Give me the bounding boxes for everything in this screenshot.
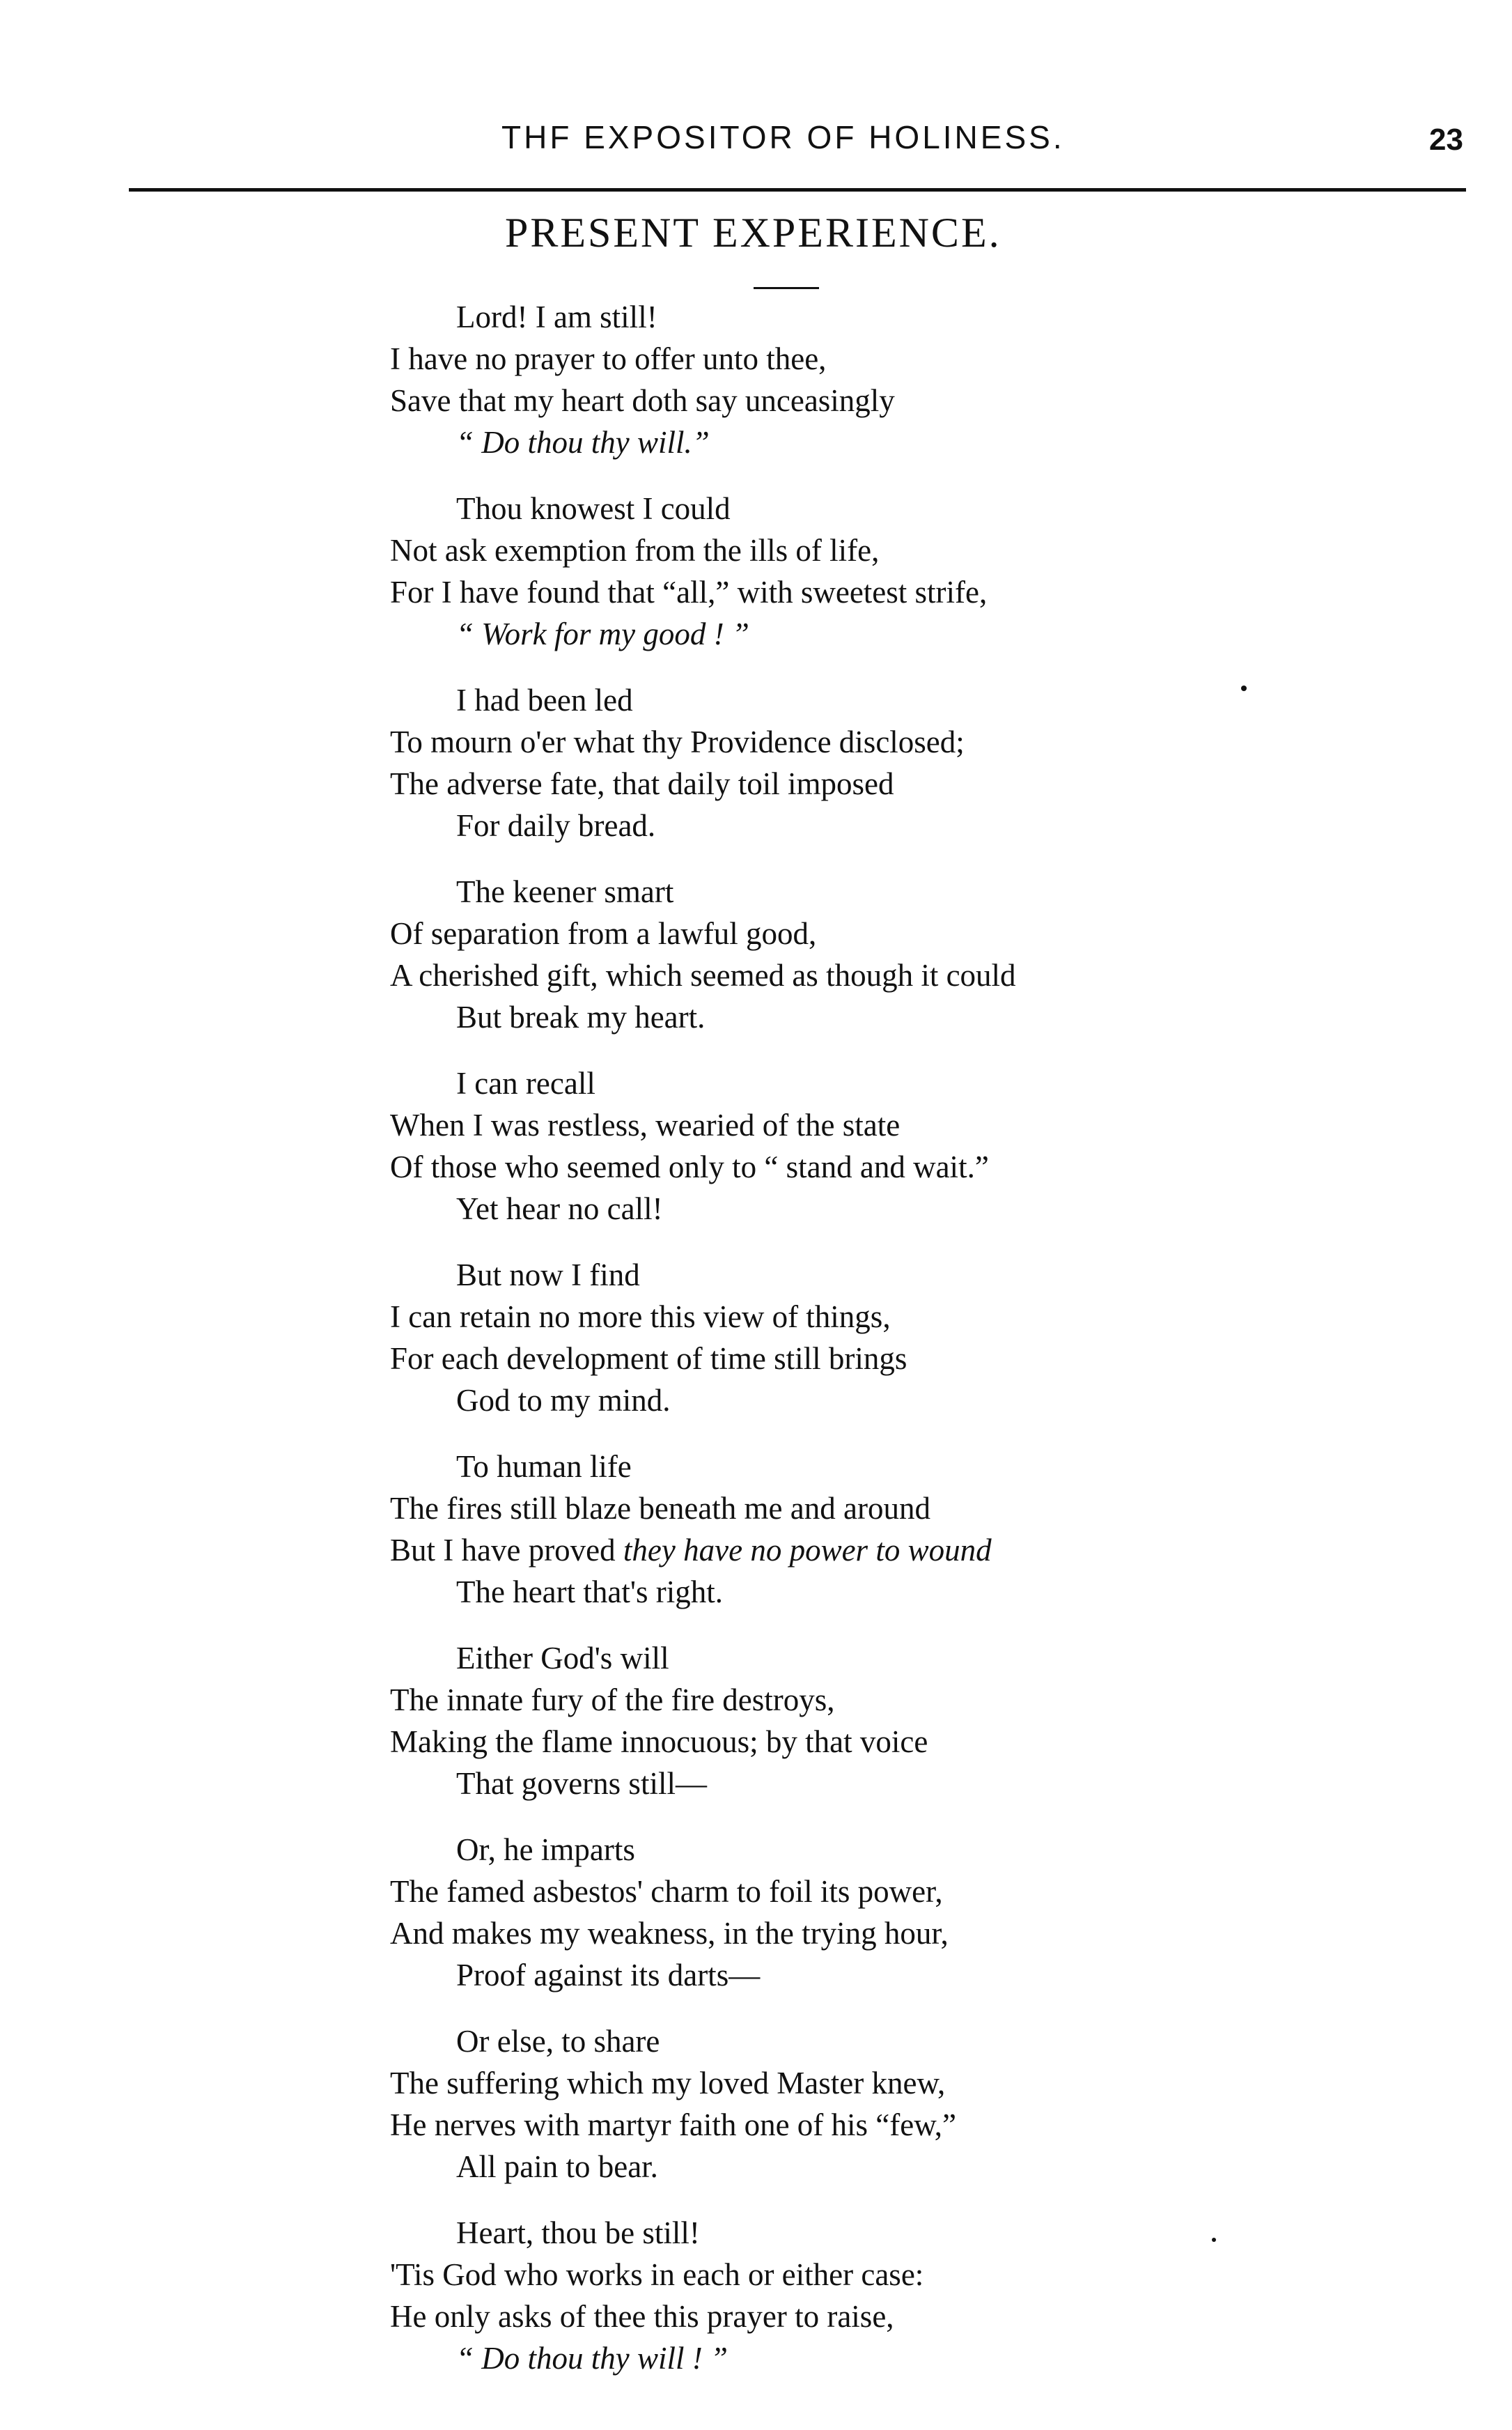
stanza-7 bbox=[0, 1446, 1512, 1613]
poem-line: He only asks of thee this prayer to raise, bbox=[390, 2299, 894, 2334]
poem-line: “ Work for my good ! ” bbox=[456, 617, 749, 651]
poem-line: 'Tis God who works in each or either case: bbox=[390, 2257, 924, 2292]
poem-title: PRESENT EXPERIENCE. bbox=[505, 210, 1001, 256]
poem-line: Lord! I am still! bbox=[456, 300, 657, 334]
stanza-4 bbox=[0, 871, 1512, 1038]
poem-line: Or, he imparts bbox=[456, 1832, 635, 1867]
title-rule bbox=[754, 287, 819, 289]
poem-line: Of those who seemed only to “ stand and wait.” bbox=[390, 1150, 989, 1184]
poem-line: Proof against its darts— bbox=[456, 1958, 761, 1992]
poem-line: The innate fury of the fire destroys, bbox=[390, 1682, 835, 1717]
poem-line: I have no prayer to offer unto thee, bbox=[390, 341, 827, 376]
poem-line: I can recall bbox=[456, 1066, 595, 1101]
poem-line: Save that my heart doth say unceasingly bbox=[390, 383, 895, 418]
stanza-2 bbox=[0, 488, 1512, 655]
poem-line: Not ask exemption from the ills of life, bbox=[390, 533, 880, 568]
poem-line: Or else, to share bbox=[456, 2024, 660, 2059]
poem-line: I can retain no more this view of things, bbox=[390, 1299, 891, 1334]
poem-line bbox=[390, 1529, 1512, 1571]
poem-line: The adverse fate, that daily toil imposed bbox=[390, 766, 894, 801]
poem-line: “ Do thou thy will ! ” bbox=[456, 2341, 728, 2376]
poem-line: All pain to bear. bbox=[456, 2149, 658, 2184]
poem-line: God to my mind. bbox=[456, 1383, 671, 1418]
poem-line: That governs still— bbox=[456, 1766, 707, 1801]
poem-line: The suffering which my loved Master knew, bbox=[390, 2066, 946, 2100]
poem-line: Of separation from a lawful good, bbox=[390, 916, 817, 951]
poem-line: He nerves with martyr faith one of his “few,” bbox=[390, 2107, 957, 2142]
poem-line: Heart, thou be still! bbox=[456, 2215, 700, 2250]
poem-line: A cherished gift, which seemed as though it could bbox=[390, 958, 1016, 993]
poem-line: For each development of time still brings bbox=[390, 1341, 907, 1376]
running-title: THF EXPOSITOR OF HOLINESS. bbox=[501, 119, 1065, 155]
poem-line: But break my heart. bbox=[456, 1000, 706, 1035]
stanza-10 bbox=[0, 2020, 1512, 2188]
poem-line: The fires still blaze beneath me and around bbox=[390, 1491, 930, 1526]
poem-line: “ Do thou thy will.” bbox=[456, 425, 710, 460]
poem-line: Either God's will bbox=[456, 1641, 669, 1676]
poem-line: The heart that's right. bbox=[456, 1574, 723, 1609]
poem-line: For daily bread. bbox=[456, 808, 656, 843]
poem-line: Thou knowest I could bbox=[456, 491, 731, 526]
running-head bbox=[0, 118, 1512, 167]
stanza-8 bbox=[0, 1637, 1512, 1804]
poem-line: Yet hear no call! bbox=[456, 1191, 663, 1226]
poem-line-text: But I have proved bbox=[390, 1533, 623, 1568]
stanza-1 bbox=[0, 296, 1512, 463]
poem-line: I had been led bbox=[456, 683, 633, 718]
stanza-11 bbox=[0, 2212, 1512, 2379]
poem-line: The keener smart bbox=[456, 874, 674, 909]
poem-line: And makes my weakness, in the trying hour, bbox=[390, 1916, 949, 1951]
poem-line-emphasis: they have no power to wound bbox=[623, 1533, 992, 1568]
print-speck bbox=[1212, 2238, 1216, 2242]
poem-line: When I was restless, wearied of the state bbox=[390, 1108, 901, 1143]
header-rule bbox=[129, 188, 1466, 192]
poem-line: Making the flame innocuous; by that voice bbox=[390, 1724, 928, 1759]
poem-body bbox=[0, 296, 1512, 2404]
poem-line: To human life bbox=[456, 1449, 632, 1484]
poem-line: The famed asbestos' charm to foil its power, bbox=[390, 1874, 943, 1909]
poem-line: But now I find bbox=[456, 1257, 640, 1292]
stanza-5 bbox=[0, 1062, 1512, 1230]
page-number: 23 bbox=[1429, 123, 1463, 157]
print-speck bbox=[1241, 686, 1247, 691]
stanza-9 bbox=[0, 1829, 1512, 1996]
stanza-3 bbox=[0, 679, 1512, 846]
poem-line: For I have found that “all,” with sweetest strife, bbox=[390, 575, 988, 610]
poem-line: To mourn o'er what thy Providence disclosed; bbox=[390, 725, 965, 759]
stanza-6 bbox=[0, 1254, 1512, 1421]
